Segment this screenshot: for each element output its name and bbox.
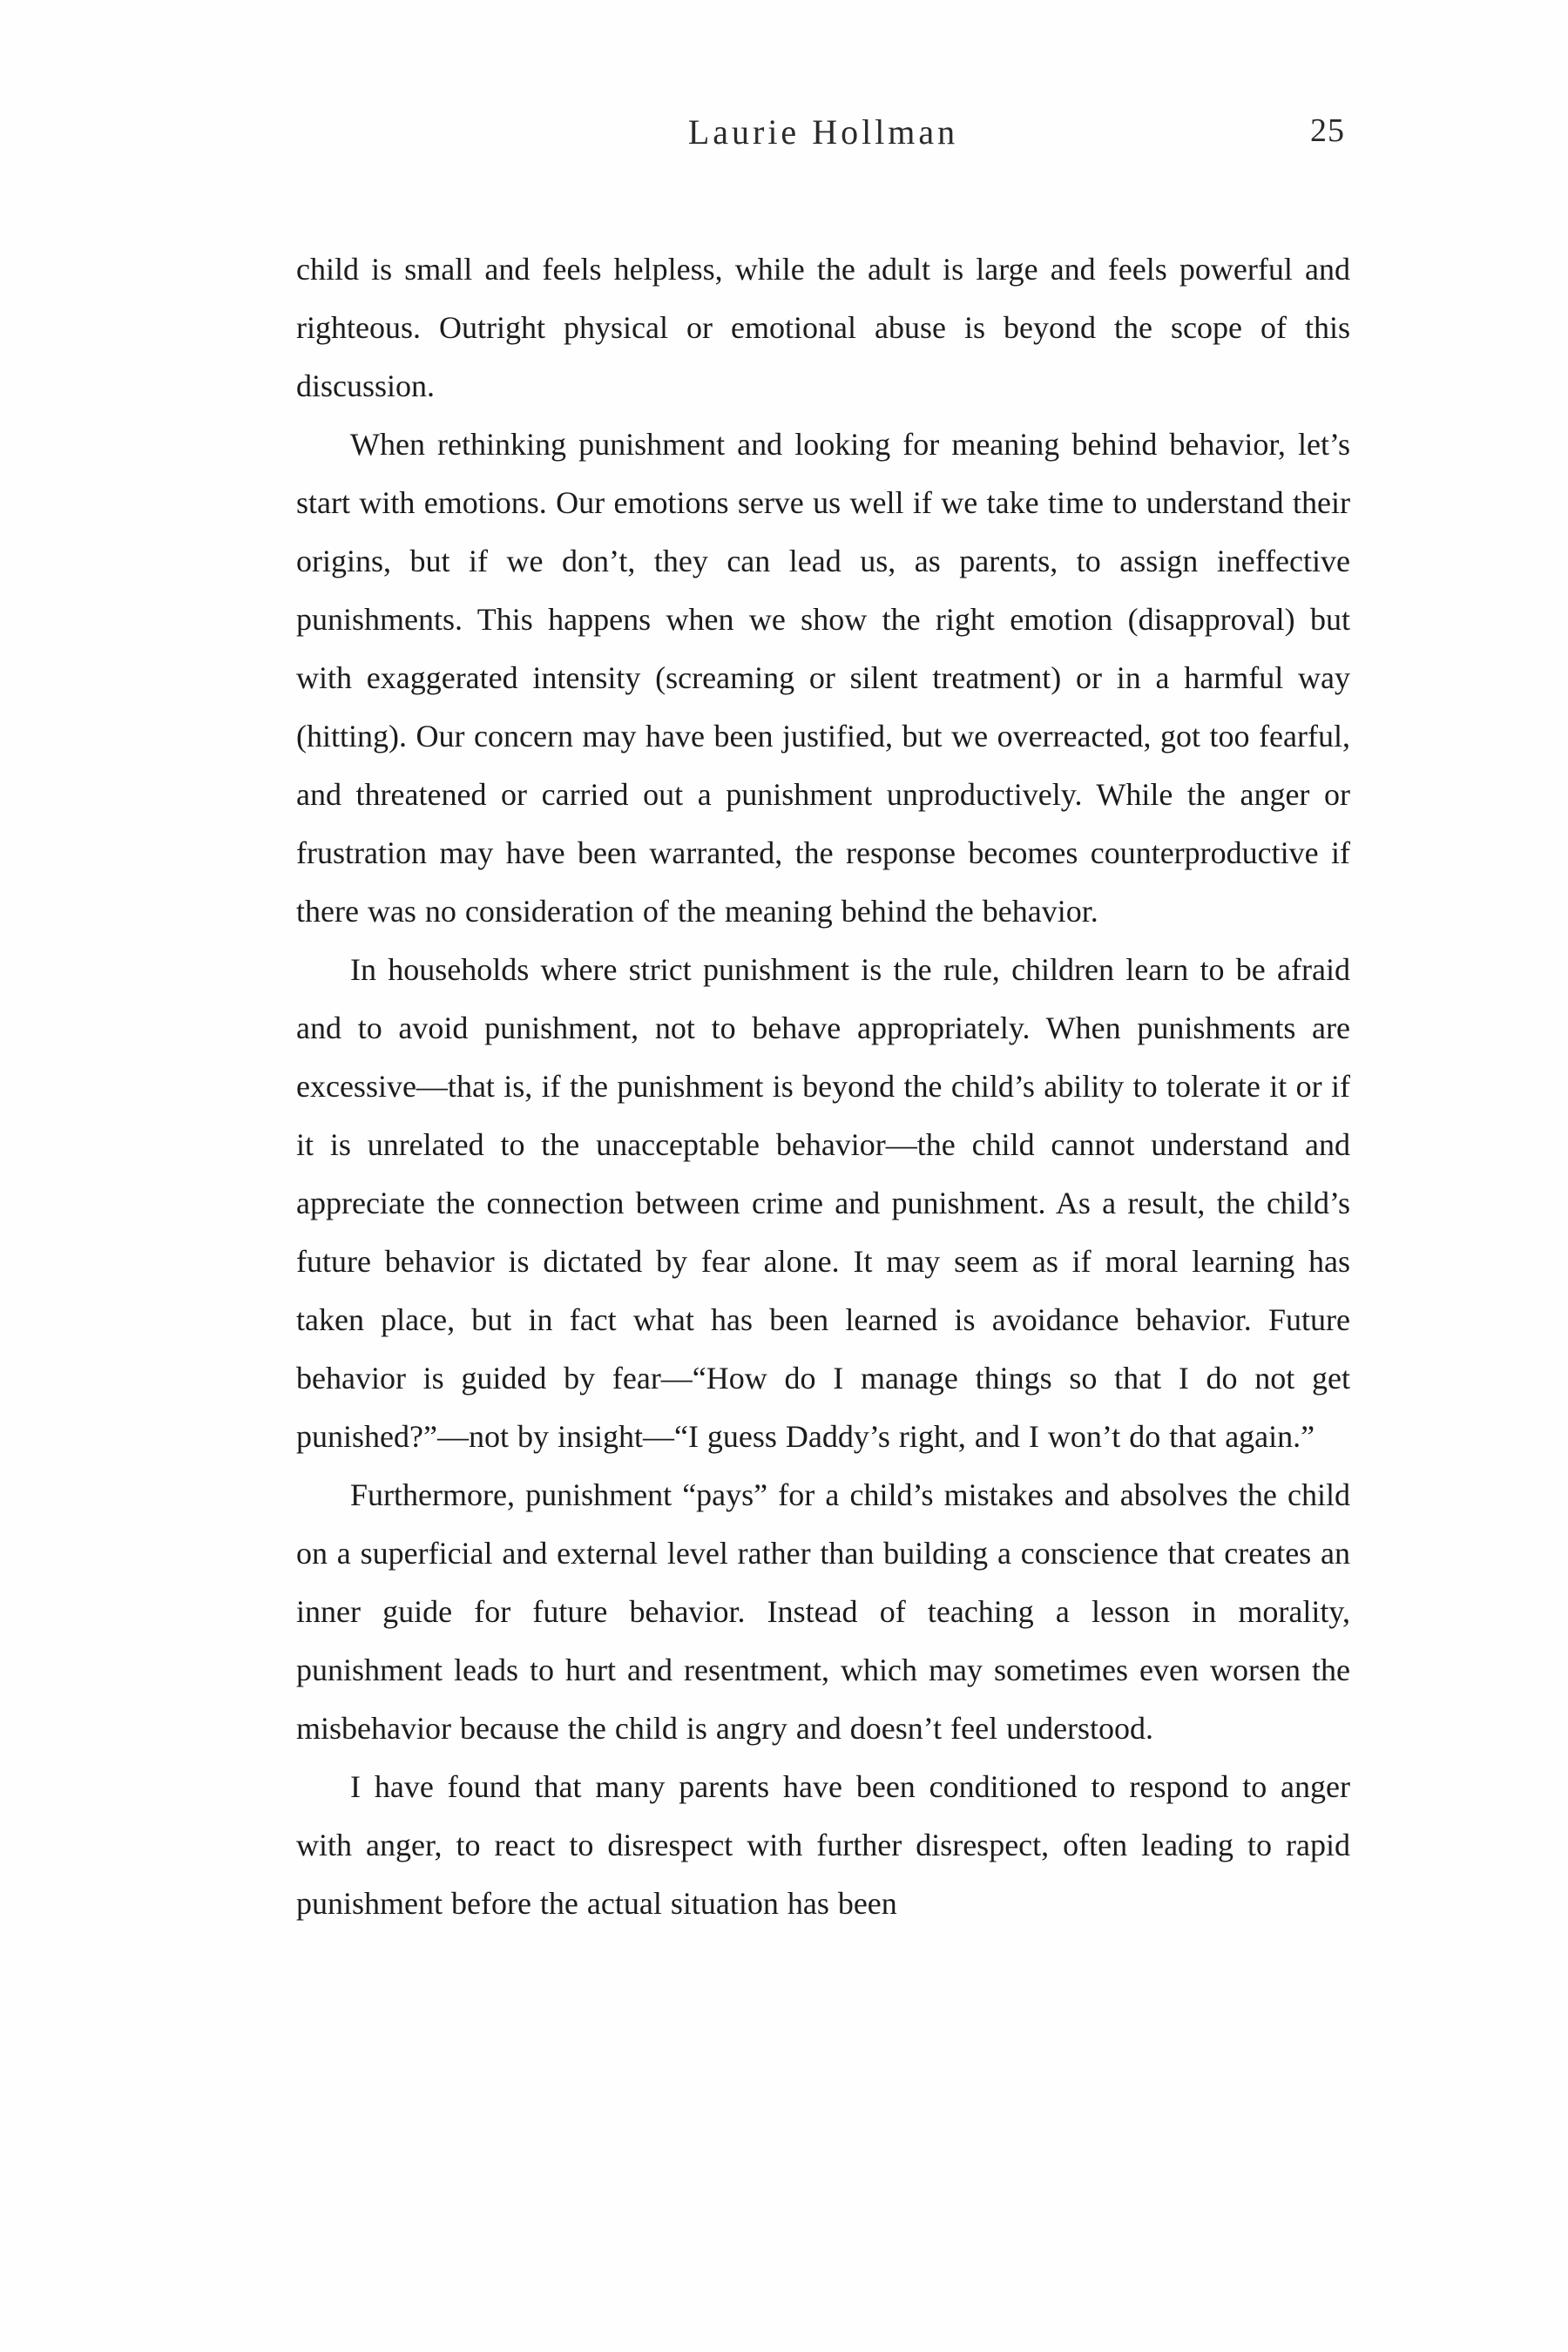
paragraph: When rethinking punishment and looking for meaning behind behavior, let’s start with emotions. Our emotions serve us well if we take time to understand their origins, but if we don’t, they can lead us, as parents, to assign ineffective punishments. This happens when we show the right emotion (disapproval) but with exaggerated intensity (screaming or silent treatment) or in a harmful way (hitting). Our concern may have been justified, but we overreacted, got too fearful, and threatened or carried out a punishment unproductively. While the anger or frustration may have been warranted, the response becomes counterproductive if there was no consideration of the meaning behind the behavior. (296, 427, 1350, 929)
running-head (296, 112, 1350, 160)
paragraph-continuation: child is small and feels helpless, while the adult is large and feels powerful and righteous. Outright physical or emotional abuse is beyond the scope of this discussion. (296, 252, 1350, 403)
paragraph: Furthermore, punishment “pays” for a child’s mistakes and absolves the child on a superficial and external level rather than building a conscience that creates an inner guide for future behavior. Instead of teaching a lesson in morality, punishment leads to hurt and resentment, which may sometimes even worsen the misbehavior because the child is angry and doesn’t feel understood. (296, 1477, 1350, 1746)
page-number: 25 (1310, 112, 1345, 149)
body-text (296, 240, 1350, 1933)
paragraph: I have found that many parents have been conditioned to respond to anger with anger, to react to disrespect with further disrespect, often leading to rapid punishment before the actual situation has been (296, 1769, 1350, 1921)
paragraph: In households where strict punishment is the rule, children learn to be afraid and to avoid punishment, not to behave appropriately. When punishments are excessive—that is, if the punishment is beyond the child’s ability to tolerate it or if it is unrelated to the unacceptable behavior—the child cannot understand and appreciate the connection between crime and punishment. As a result, the child’s future behavior is dictated by fear alone. It may seem as if moral learning has taken place, but in fact what has been learned is avoidance behavior. Future behavior is guided by fear—“How do I manage things so that I do not get punished?”—not by insight—“I guess Daddy’s right, and I won’t do that again.” (296, 952, 1350, 1454)
running-head-author: Laurie Hollman (687, 112, 959, 152)
